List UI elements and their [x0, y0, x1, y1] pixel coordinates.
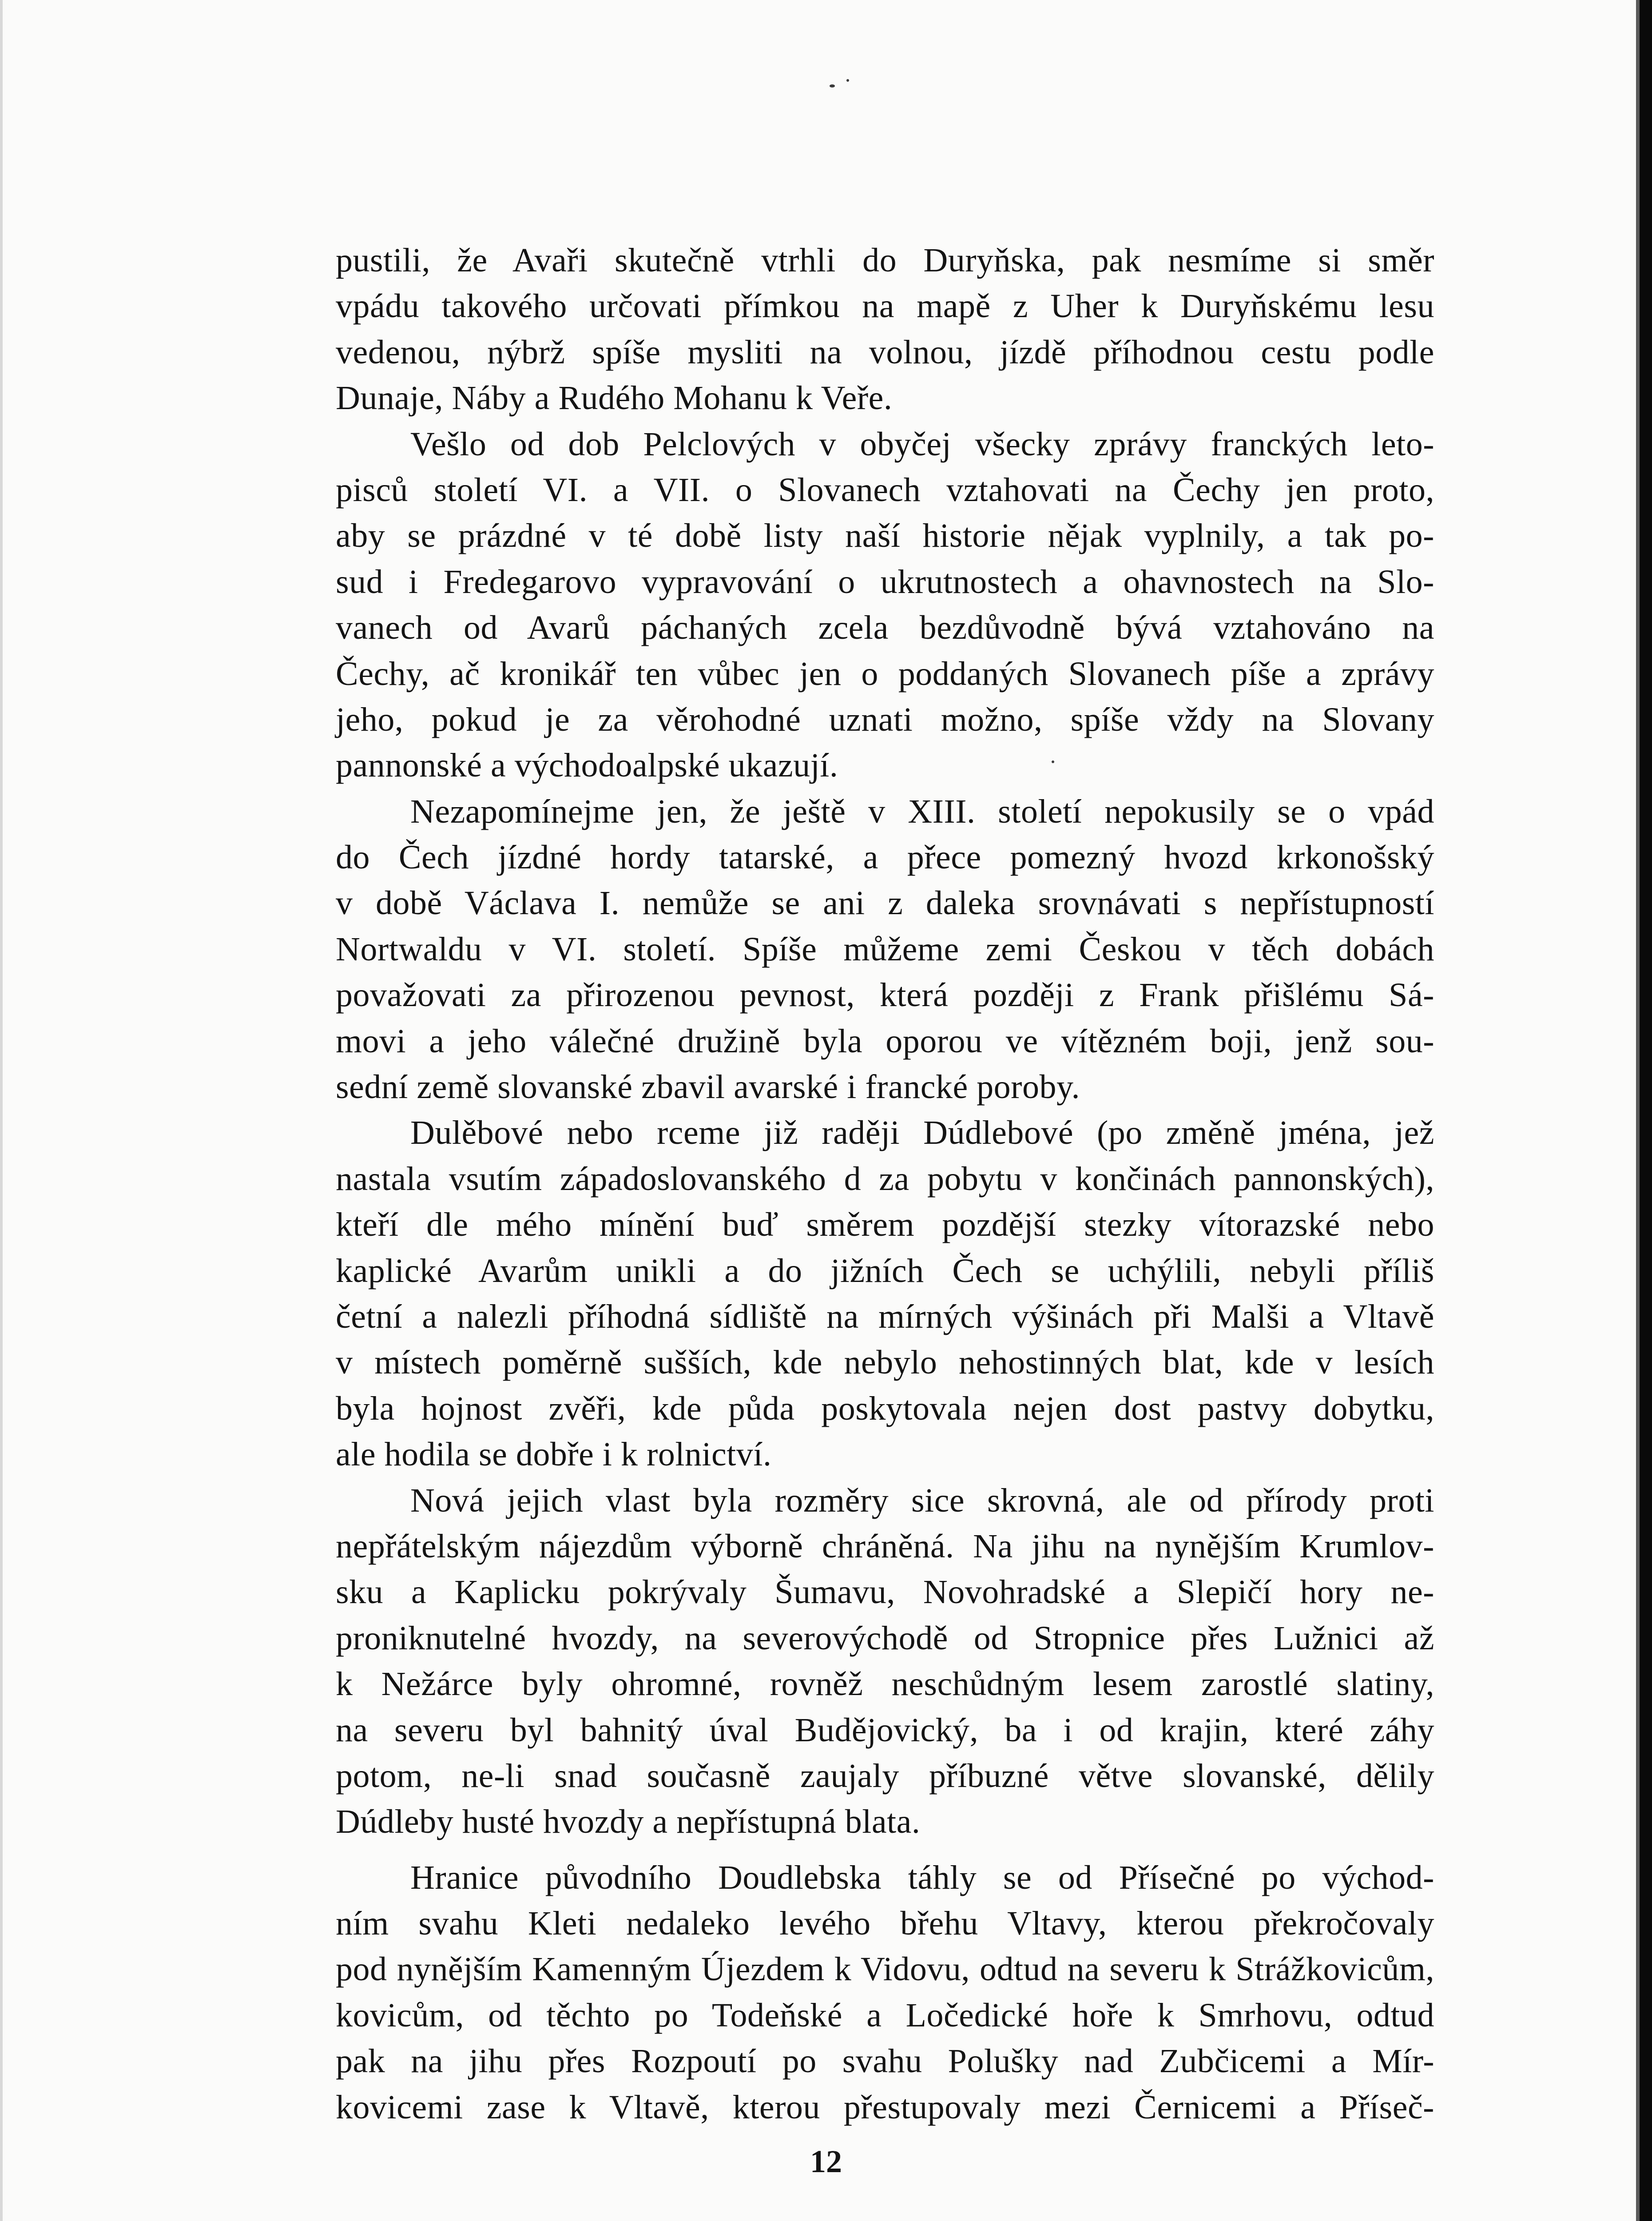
text-line: aby se prázdné v té době listy naší historie nějak vyplnily, a tak po-	[336, 517, 1434, 555]
text-line: kovicům, od těchto po Todeňské a Ločedické hoře k Smrhovu, odtud	[336, 1996, 1434, 2034]
page-number: 12	[810, 2144, 842, 2179]
text-line: k Nežárce byly ohromné, rovněž neschůdným lesem zarostlé slatiny,	[336, 1665, 1434, 1703]
text-line: pisců století VI. a VII. o Slovanech vztahovati na Čechy jen proto,	[336, 471, 1434, 509]
text-line: byla hojnost zvěři, kde půda poskytovala nejen dost pastvy dobytku,	[336, 1389, 1434, 1427]
text-line: Hranice původního Doudlebska táhly se od Přísečné po východ-	[410, 1859, 1434, 1896]
text-line: pak na jihu přes Rozpoutí po svahu Polušky nad Zubčicemi a Mír-	[336, 2042, 1434, 2080]
paragraph	[336, 1478, 1434, 1845]
page-right-edge-shadow	[1636, 0, 1640, 2221]
text-line: ale hodila se dobře i k rolnictví.	[336, 1436, 772, 1473]
text-line: na severu byl bahnitý úval Budějovický, ba i od krajin, které záhy	[336, 1711, 1434, 1749]
text-line: vanech od Avarů páchaných zcela bezdůvodně bývá vztahováno na	[336, 609, 1434, 647]
text-line: považovati za přirozenou pevnost, která později z Frank přišlému Sá-	[336, 976, 1434, 1014]
text-line: Nortwaldu v VI. století. Spíše můžeme zemi Českou v těch dobách	[336, 930, 1434, 968]
paragraph	[336, 789, 1434, 1110]
text-line: Nezapomínejme jen, že ještě v XIII. století nepokusily se o vpád	[410, 792, 1434, 830]
text-line: pod nynějším Kamenným Újezdem k Vidovu, odtud na severu k Strážkovicům,	[336, 1950, 1434, 1988]
text-line: proniknutelné hvozdy, na severovýchodě od Stropnice přes Lužnici až	[336, 1619, 1434, 1657]
text-line: pustili, že Avaři skutečně vtrhli do Duryňska, pak nesmíme si směr	[336, 242, 1434, 279]
body-text	[336, 238, 1434, 2130]
text-line: potom, ne-li snad současně zaujaly příbuzné větve slovanské, dělily	[336, 1757, 1434, 1795]
text-line: vedenou, nýbrž spíše mysliti na volnou, jízdě příhodnou cestu podle	[336, 333, 1434, 371]
text-line: nepřátelským nájezdům výborně chráněná. Na jihu na nynějším Krumlov-	[336, 1527, 1434, 1565]
text-line: Dunaje, Náby a Rudého Mohanu k Veře.	[336, 379, 893, 417]
text-line: Čechy, ač kronikář ten vůbec jen o poddaných Slovanech píše a zprávy	[336, 655, 1434, 693]
text-line: sku a Kaplicku pokrývaly Šumavu, Novohradské a Slepičí hory ne-	[336, 1573, 1434, 1611]
text-line: Dulěbové nebo rceme již raději Dúdlebové (po změně jména, jež	[410, 1114, 1434, 1152]
text-line: kaplické Avarům unikli a do jižních Čech se uchýlili, nebyli příliš	[336, 1252, 1434, 1290]
scan-speck	[830, 84, 835, 88]
text-line: četní a nalezli příhodná sídliště na mírných výšinách při Malši a Vltavě	[336, 1298, 1434, 1335]
text-line: jeho, pokud je za věrohodné uznati možno, spíše vždy na Slovany	[336, 701, 1434, 738]
scan-speck	[846, 79, 849, 82]
text-line: kteří dle mého mínění buď směrem pozdější stezky vítorazské nebo	[336, 1206, 1434, 1244]
text-line: pannonské a východoalpské ukazují.	[336, 747, 838, 784]
text-line: vpádu takového určovati přímkou na mapě z Uher k Duryňskému lesu	[336, 287, 1434, 325]
paragraph	[336, 1855, 1434, 2130]
text-line: sud i Fredegarovo vypravování o ukrutnostech a ohavnostech na Slo-	[336, 563, 1434, 601]
text-line: v době Václava I. nemůže se ani z daleka srovnávati s nepřístupností	[336, 884, 1434, 922]
text-line: ním svahu Kleti nedaleko levého břehu Vltavy, kterou překročovaly	[336, 1905, 1434, 1942]
page-right-edge	[1640, 0, 1652, 2221]
text-line: movi a jeho válečné družině byla oporou ve vítězném boji, jenž sou-	[336, 1022, 1434, 1060]
text-line: v místech poměrně sušších, kde nebylo nehostinných blat, kde v lesích	[336, 1344, 1434, 1381]
text-line: do Čech jízdné hordy tatarské, a přece pomezný hvozd krkonošský	[336, 839, 1434, 876]
text-line: Nová jejich vlast byla rozměry sice skrovná, ale od přírody proti	[410, 1481, 1434, 1519]
paragraph	[336, 1110, 1434, 1477]
paragraph	[336, 238, 1434, 422]
text-line: nastala vsutím západoslovanského d za pobytu v končinách pannonských),	[336, 1160, 1434, 1198]
text-line: kovicemi zase k Vltavě, kterou přestupovaly mezi Černicemi a Příseč-	[336, 2088, 1434, 2126]
text-line: sední země slovanské zbavil avarské i francké poroby.	[336, 1068, 1080, 1106]
page-left-edge	[0, 0, 3, 2221]
text-line: Vešlo od dob Pelclových v obyčej všecky zprávy franckých leto-	[410, 425, 1434, 463]
paragraph	[336, 422, 1434, 789]
text-line: Dúdleby husté hvozdy a nepřístupná blata.	[336, 1803, 921, 1841]
